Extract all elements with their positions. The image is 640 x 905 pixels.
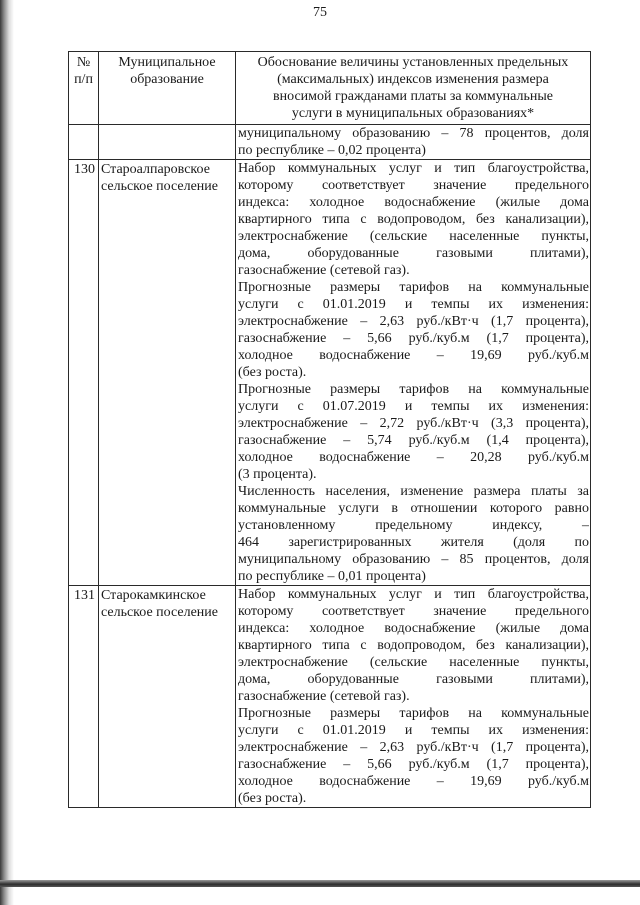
municipality-line: Староалпаровское <box>101 162 210 177</box>
table-row <box>69 160 591 586</box>
text-line: услуги с 01.01.2019 и темпы их изменения: <box>238 723 589 738</box>
table-header-row <box>69 52 591 125</box>
text-line: электроснабжение (сельские населенные пункты, <box>238 229 589 244</box>
scan-left-edge <box>0 0 14 905</box>
tariff-table <box>68 51 591 808</box>
cell-municipality <box>99 160 236 586</box>
text-line: установленному предельному индексу, – <box>238 518 589 533</box>
municipality-line: сельское поселение <box>101 605 218 620</box>
header-num-line: п/п <box>74 72 93 87</box>
cell-municipality <box>99 125 236 160</box>
text-line: индекса: холодное водоснабжение (жилые дома <box>238 195 589 210</box>
text-line: муниципальному образованию – 85 процентов, доля <box>238 552 589 567</box>
text-line: Численность населения, изменение размера платы за <box>238 484 589 499</box>
text-line: Набор коммунальных услуг и тип благоустройства, <box>238 587 589 602</box>
header-basis-line: (максимальных) индексов изменения размера <box>277 72 549 87</box>
text-line: (3 процента). <box>238 467 317 482</box>
text-line: газоснабжение (сетевой газ). <box>238 263 410 278</box>
text-line: (без роста). <box>238 791 307 806</box>
header-basis <box>236 52 591 125</box>
text-line: которому соответствует значение предельного <box>238 178 589 193</box>
cell-municipality <box>99 586 236 808</box>
text-line: Набор коммунальных услуг и тип благоустройства, <box>238 161 589 176</box>
text-line: услуги с 01.01.2019 и темпы их изменения: <box>238 297 589 312</box>
text-line: дома, оборудованные газовыми плитами), <box>238 672 589 687</box>
header-mo-line: образование <box>130 72 204 87</box>
cell-num <box>69 125 99 160</box>
text-line: газоснабжение (сетевой газ). <box>238 689 410 704</box>
text-line: электроснабжение – 2,72 руб./кВт·ч (3,3 процента), <box>238 416 589 431</box>
text-line: (без роста). <box>238 365 307 380</box>
header-basis-line: Обоснование величины установленных предельных <box>257 55 569 70</box>
table-row-continuation <box>69 125 591 160</box>
header-mo-line: Муниципальное <box>118 55 216 70</box>
text-line: коммунальные услуги в отношении которого равно <box>238 501 589 516</box>
cell-basis <box>236 160 591 586</box>
header-basis-line: вносимой гражданами платы за коммунальные <box>273 89 553 104</box>
scan-bottom-edge <box>0 880 640 887</box>
municipality-line: Старокамкинское <box>101 588 206 603</box>
cell-num: 130 <box>69 160 99 586</box>
cell-basis <box>236 125 591 160</box>
text-line: холодное водоснабжение – 19,69 руб./куб.м <box>238 774 589 789</box>
municipality-line: сельское поселение <box>101 179 218 194</box>
text-line: холодное водоснабжение – 19,69 руб./куб.м <box>238 348 589 363</box>
text-line: газоснабжение – 5,66 руб./куб.м (1,7 процента), <box>238 757 589 772</box>
text-line: дома, оборудованные газовыми плитами), <box>238 246 589 261</box>
text-line: электроснабжение (сельские населенные пункты, <box>238 655 589 670</box>
cell-num: 131 <box>69 586 99 808</box>
text-line: холодное водоснабжение – 20,28 руб./куб.м <box>238 450 589 465</box>
header-num <box>69 52 99 125</box>
table-row <box>69 586 591 808</box>
text-line: услуги с 01.07.2019 и темпы их изменения: <box>238 399 589 414</box>
text-line: газоснабжение – 5,74 руб./куб.м (1,4 процента), <box>238 433 589 448</box>
text-line: Прогнозные размеры тарифов на коммунальные <box>238 382 589 397</box>
header-municipality <box>99 52 236 125</box>
text-line: муниципальному образованию – 78 процентов, доля <box>238 126 589 141</box>
text-line: по республике – 0,02 процента) <box>238 143 426 158</box>
text-line: электроснабжение – 2,63 руб./кВт·ч (1,7 процента), <box>238 740 589 755</box>
text-line: квартирного типа с водопроводом, без канализации), <box>238 212 589 227</box>
header-num-line: № <box>76 55 91 70</box>
text-line: Прогнозные размеры тарифов на коммунальные <box>238 706 589 721</box>
text-line: по республике – 0,01 процента) <box>238 569 426 584</box>
text-line: индекса: холодное водоснабжение (жилые дома <box>238 621 589 636</box>
text-line: Прогнозные размеры тарифов на коммунальные <box>238 280 589 295</box>
text-line: 464 зарегистрированных жителя (доля по <box>238 535 589 550</box>
text-line: которому соответствует значение предельного <box>238 604 589 619</box>
cell-basis <box>236 586 591 808</box>
text-line: газоснабжение – 5,66 руб./куб.м (1,7 процента), <box>238 331 589 346</box>
text-line: электроснабжение – 2,63 руб./кВт·ч (1,7 процента), <box>238 314 589 329</box>
header-basis-line: услуги в муниципальных образованиях* <box>291 106 535 121</box>
page-number: 75 <box>313 5 327 20</box>
text-line: квартирного типа с водопроводом, без канализации), <box>238 638 589 653</box>
